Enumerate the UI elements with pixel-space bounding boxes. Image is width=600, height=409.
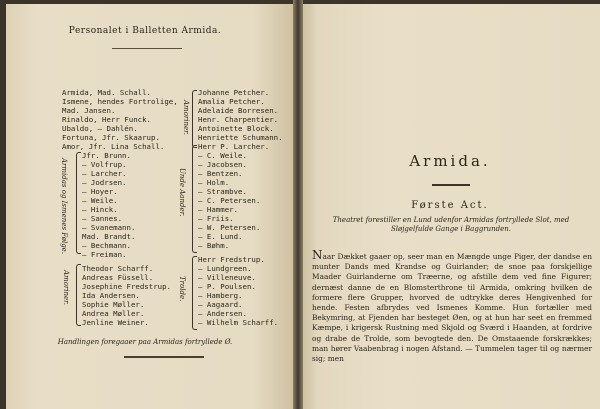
cast-line: Mad. Brandt.: [82, 232, 136, 241]
cast-line: Herr P. Larcher.: [198, 142, 270, 151]
cast-line: Ida Andersen.: [82, 291, 140, 300]
cast-line: — Hoyer.: [82, 187, 118, 196]
cast-line: Henriette Schumann.: [198, 133, 283, 142]
brace: [76, 152, 81, 254]
body-paragraph: [312, 250, 592, 364]
cast-line: Adelaide Borresen.: [198, 106, 279, 115]
group-label: Amoriner.: [182, 100, 190, 135]
footer-rule: [124, 356, 204, 358]
brace: [192, 145, 197, 253]
setting-note: Handlingen foregaaer paa Armidas fortryllede Ø.: [57, 338, 233, 346]
brace: [76, 264, 81, 326]
cast-line: — Larcher.: [82, 169, 127, 178]
cast-line: — Holm.: [198, 178, 230, 187]
cast-line: — Bentzen.: [198, 169, 243, 178]
cast-line: — Bechmann.: [82, 241, 131, 250]
cast-line: — Jacobsen.: [198, 160, 247, 169]
brace: [192, 256, 197, 330]
cast-line: Andreas Füssell.: [82, 273, 154, 282]
cast-line: Herr Fredstrup.: [198, 255, 265, 264]
drop-cap: N: [312, 248, 323, 262]
cast-line: — W. Petersen.: [198, 223, 261, 232]
cast-line: — Wilhelm Scharff.: [198, 318, 279, 327]
cast-line: Mad. Jansen.: [62, 106, 116, 115]
cast-line: — Jodrsen.: [82, 178, 127, 187]
cast-line: Fortuna, Jfr. Skaarup.: [62, 133, 160, 142]
cast-line: Jfr. Brunn.: [82, 151, 131, 160]
cast-line: Amor, Jfr. Lina Schall.: [62, 142, 165, 151]
cast-line: — Bøhm.: [198, 241, 230, 250]
cast-line: Rinaldo, Herr Funck.: [62, 115, 151, 124]
play-title: Armida.: [409, 152, 491, 170]
brace: [192, 90, 197, 148]
cast-line: Johanne Petcher.: [198, 88, 270, 97]
cast-line: Armida, Mad. Schall.: [62, 88, 151, 97]
left-page: [6, 4, 296, 409]
cast-line: — Villeneuve.: [198, 273, 256, 282]
cast-line: Henr. Charpentier.: [198, 115, 279, 124]
cast-line: — E. Lund.: [198, 232, 243, 241]
cast-line: Antoinette Block.: [198, 124, 274, 133]
cast-line: Theodor Scharff.: [82, 264, 154, 273]
heading-rule: [112, 48, 182, 49]
cast-line: — Hamberg.: [198, 291, 243, 300]
cast-line: — Volfrup.: [82, 160, 127, 169]
cast-line: Ismene, hendes Fortrolige,: [62, 97, 178, 106]
cast-line: Josephine Fredstrup.: [82, 282, 171, 291]
cast-line: — Freiman.: [82, 250, 127, 259]
cast-line: — P. Poulsen.: [198, 282, 256, 291]
cast-line: — Hammer.: [198, 205, 239, 214]
cast-line: — Sannes.: [82, 214, 123, 223]
cast-line: — Svanemann.: [82, 223, 136, 232]
cast-line: — Hinck.: [82, 205, 118, 214]
cast-heading: Personalet i Balletten Armida.: [68, 26, 222, 36]
cast-line: — Weile.: [82, 196, 118, 205]
cast-line: — C. Weile.: [198, 151, 247, 160]
cast-line: Amalia Petcher.: [198, 97, 265, 106]
cast-line: — Lundgreen.: [198, 264, 252, 273]
cast-line: — Strambve.: [198, 187, 247, 196]
body-text: aar Dækket gaaer op, seer man en Mængde unge Piger, der dandse en munter Dands med Krandse og Guirlander; de snoe paa forskjellige Maader Guirlanderne om Træerne, og afstille dem ved fine Figurer; dernæst danne de en Blomsterthrone til Armida, omkring hvilken de formere flere Grupper, hvorved de udtrykke deres Hengivenhed for hende. Festen afbrydes ved Ismenes Komme. Hun fortæller med Bekymring, at Fjenden har besteget Øen, og at hun har seet en fremmed Kæmpe, i krigersk Rustning med Skjold og Sværd i Haanden, at fordrive og drabe de Trolde, som bevogtede den. De Omstaaende forskrækkes; man hører Vaabenbrag i nogen Afstand. — Tummelen tager til og nærmer sig; men: [312, 252, 592, 364]
cast-line: Sophie Møller.: [82, 300, 145, 309]
stage-direction: Theatret forestiller en Lund udenfor Armidas fortryllede Slot, med Sløjgelfulde Gange i Baggrunden.: [332, 216, 570, 233]
group-label: Amoriner.: [62, 270, 70, 305]
group-label: Trolde.: [178, 276, 186, 302]
group-label: Unde Aander.: [178, 168, 186, 217]
cast-line: Ubaldo, — Dahlén.: [62, 124, 138, 133]
group-label: Armidas og Ismenes Følge.: [60, 158, 68, 255]
cast-line: Jenline Weiner.: [82, 318, 149, 327]
cast-line: Andrea Møller.: [82, 309, 145, 318]
cast-line: — Aagaard.: [198, 300, 243, 309]
cast-line: — Friis.: [198, 214, 234, 223]
cast-line: — Andersen.: [198, 309, 247, 318]
title-rule: [432, 184, 470, 186]
act-heading: Første Act.: [411, 200, 489, 211]
cast-line: — C. Petersen.: [198, 196, 261, 205]
